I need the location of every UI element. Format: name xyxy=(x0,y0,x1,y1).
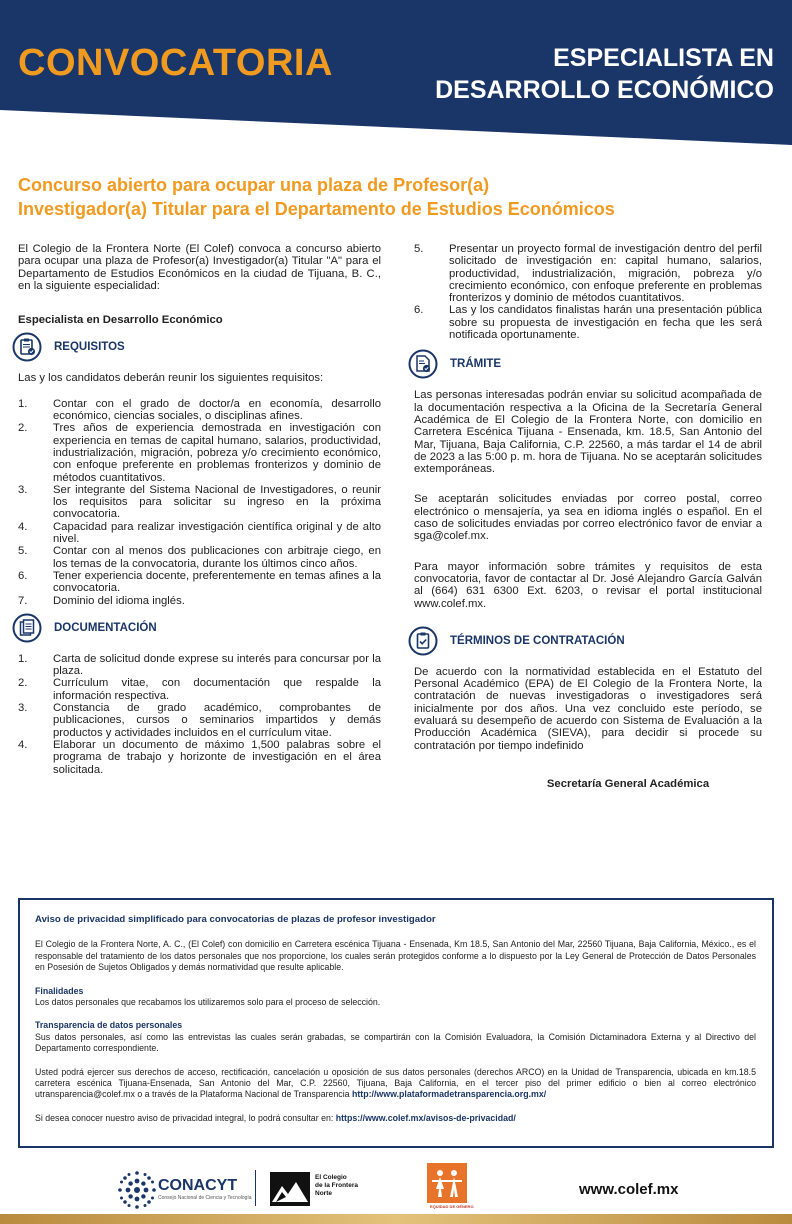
list-item: 6. Las y los candidatos finalistas harán una presentación pública sobre su propuesta de investigación en fecha que les será notificada oportunamente. xyxy=(414,304,762,342)
colef-wordmark: El Colegio de la Frontera Norte xyxy=(315,1174,358,1197)
list-item: 4. Elaborar un documento de máximo 1,500 palabras sobre el programa de trabajo y horizonte de investigación en el área solicitada. xyxy=(18,738,381,776)
terminos-title: TÉRMINOS DE CONTRATACIÓN xyxy=(450,634,625,647)
logo-divider xyxy=(255,1170,256,1206)
conacyt-subtitle: Consejo Nacional de Ciencia y Tecnología xyxy=(158,1195,252,1201)
website-url[interactable]: www.colef.mx xyxy=(579,1181,679,1198)
equidad-label: EQUIDAD DE GÉNERO xyxy=(430,1204,474,1209)
list-item: 3. Constancia de grado académico, comprobantes de publicaciones, cursos o seminarios impartidos y demás productos y actividades incluidos en el currículum vitae. xyxy=(18,702,381,739)
documentacion-list xyxy=(18,653,381,776)
list-item: 6. Tener experiencia docente, preferentemente en temas afines a la convocatoria. xyxy=(18,569,381,595)
transparency-platform-link[interactable]: http://www.plataformadetransparencia.org.mx/ xyxy=(351,1089,547,1100)
integral-notice-paragraph: Si desea conocer nuestro aviso de privacidad integral, lo podrá consultar en: https://www.colef.mx/avisos-de-privacidad/ xyxy=(35,1112,516,1123)
terminos-paragraph: De acuerdo con la normatividad establecida en el Estatuto del Personal Académico (EPA) de El Colegio de la Frontera Norte, la contratación de nuevas investigadoras o investigadores será inicialmente por dos años. Una vez concluido este período, se evaluará su desempeño de acuerdo con Sistema de Evaluación a la Producción Académica (SIEVA), para decidir si procede su contratación por tiempo indefinido xyxy=(414,665,762,752)
list-item: 5. Contar con al menos dos publicaciones con arbitraje ciego, en los temas de la convocatoria, durante los últimos cinco años. xyxy=(18,545,381,570)
documentacion-title: DOCUMENTACIÓN xyxy=(54,621,157,634)
privacy-title: Aviso de privacidad simplificado para convocatorias de plazas de profesor investigador xyxy=(35,914,436,925)
tramite-section-header xyxy=(414,349,762,379)
signature: Secretaría General Académica xyxy=(546,777,710,790)
convocatoria-heading: CONVOCATORIA xyxy=(18,42,333,84)
right-column xyxy=(414,243,762,790)
privacy-notice-link[interactable]: https://www.colef.mx/avisos-de-privacidad/ xyxy=(335,1112,516,1123)
position-heading xyxy=(435,42,774,106)
list-item: 7. Dominio del idioma inglés. xyxy=(18,594,185,607)
list-item: 2. Tres años de experiencia demostrada en investigación con experiencia en temas de capital humano, salarios, productividad, industrialización, migración, pobreza y/o crecimiento económico, con enfoque preferente en problemas fronterizos y dominio de métodos cuantitativos. xyxy=(18,422,381,484)
list-item: 1. Contar con el grado de doctor/a en economía, desarrollo económico, ciencias sociales, o disciplinas afines. xyxy=(18,397,381,423)
tramite-paragraph-1: Las personas interesadas podrán enviar su solicitud acompañada de la documentación respectiva a la Oficina de la Secretaría General Académica de El Colegio de la Frontera Norte, con domicilio en Carretera Escénica Tijuana - Ensenada, km. 18.5, San Antonio del Mar, Tijuana, Baja California, C.P. 22560, a más tardar el 14 de abril de 2023 a las 5:00 p. m. hora de Tijuana. No se aceptarán solicitudes extemporáneas. xyxy=(414,389,762,476)
page-title xyxy=(18,173,718,221)
transparencia-title: Transparencia de datos personales xyxy=(35,1020,183,1031)
tramite-paragraph-2: Se aceptarán solicitudes enviadas por correo postal, correo electrónico o mensajería, ya sea en idioma inglés o español. En el caso de solicitudes enviadas por correo electrónico favor de enviar a sga@colef.mx. xyxy=(414,493,762,543)
intro-paragraph: El Colegio de la Frontera Norte (El Colef) convoca a concurso abierto para ocupar una plaza de Profesor(a) Investigador(a) Titular "A" para el Departamento de Estudios Económicos en la ciudad de Tijuana, B. C., en la siguiente especialidad: xyxy=(18,243,381,292)
conacyt-wordmark: CONACYT xyxy=(158,1177,238,1194)
list-item: 1. Carta de solicitud donde exprese su interés para concursar por la plaza. xyxy=(18,652,381,678)
transparencia-text: Sus datos personales, así como las entrevistas las cuales serán grabadas, se compartirán con la Comisión Evaluadora, la Comisión Dictaminadora Externa y al Directivo del Departamento correspondiente. xyxy=(35,1031,756,1054)
tramite-title: TRÁMITE xyxy=(450,358,502,371)
documents-icon xyxy=(12,613,42,643)
tramite-paragraph-3: Para mayor información sobre trámites y requisitos de esta convocatoria, favor de contactar al Dr. José Alejandro García Galván al (664) 631 6300 Ext. 6203, o revisar el portal institucional www.colef.mx. xyxy=(414,560,762,610)
contract-check-icon xyxy=(408,626,438,656)
title-line-2: Investigador(a) Titular para el Departamento de Estudios Económicos xyxy=(18,199,615,219)
list-item: 4. Capacidad para realizar investigación científica original y de alto nivel. xyxy=(18,520,381,546)
list-item: 3. Ser integrante del Sistema Nacional de Investigadores, o reunir los requisitos para solicitar su ingreso en la próxima convocatoria. xyxy=(18,483,381,521)
colef-logo-icon xyxy=(270,1172,310,1206)
conacyt-logo-icon xyxy=(117,1170,157,1210)
position-line-2: DESARROLLO ECONÓMICO xyxy=(435,76,774,104)
title-line-1: Concurso abierto para ocupar una plaza de Profesor(a) xyxy=(18,175,490,195)
privacy-notice-box xyxy=(18,898,774,1148)
documentacion-section-header xyxy=(18,613,381,643)
list-item: 2. Currículum vitae, con documentación que respalde la información respectiva. xyxy=(18,677,381,702)
requisitos-title: REQUISITOS xyxy=(54,341,125,354)
left-column xyxy=(18,243,381,776)
list-item: 5. Presentar un proyecto formal de investigación dentro del perfil solicitado de investigación en: capital humano, salarios, productividad, industrialización, migración, pobreza y/o crecimiento económico, con enfoque preferente en problemas fronterizos y dominio de métodos cuantitativos. xyxy=(414,243,762,305)
finalidades-text: Los datos personales que recabamos los utilizaremos solo para el proceso de selección. xyxy=(35,997,381,1008)
gender-equity-logo-icon xyxy=(427,1163,467,1203)
privacy-paragraph: El Colegio de la Frontera Norte, A. C., (El Colef) con domicilio en Carretera escénica Tijuana - Ensenada, Km 18.5, San Antonio del Mar, 22560 Tijuana, Baja California, México., es el responsable del tratamiento de los datos personales que nos proporcione, los cuales serán protegidos conforme a lo dispuesto por la Ley General de Protección de Datos Personales en Posesión de Sujetos Obligados y demás normatividad que resulte aplicable. xyxy=(35,939,756,973)
footer-gold-bar xyxy=(0,1214,792,1224)
documentacion-list-continued xyxy=(414,243,762,341)
requisitos-intro: Las y los candidatos deberán reunir los siguientes requisitos: xyxy=(18,372,324,385)
clipboard-check-icon xyxy=(12,332,42,362)
terminos-section-header xyxy=(414,626,762,656)
position-line-1: ESPECIALISTA EN xyxy=(553,44,774,72)
specialty-label: Especialista en Desarrollo Económico xyxy=(18,314,223,327)
finalidades-title: Finalidades xyxy=(35,985,84,996)
requisitos-section-header xyxy=(18,332,381,362)
arco-paragraph: Usted podrá ejercer sus derechos de acceso, rectificación, cancelación u oposición de sus datos personales (derechos ARCO) en la Unidad de Transparencia, ubicada en km.18.5 carretera escénica Tijuana-Ensenada, San Antonio del Mar, C.P. 22560, Tijuana, Baja California, en el tercer piso del primer edificio o bien al correo electrónico utransparencia@colef.mx o a través de la Plataforma Nacional de Transparencia http://www.plataformadetransparencia.org.mx/ xyxy=(35,1066,756,1100)
document-check-icon xyxy=(408,349,438,379)
requisitos-list xyxy=(18,398,381,607)
